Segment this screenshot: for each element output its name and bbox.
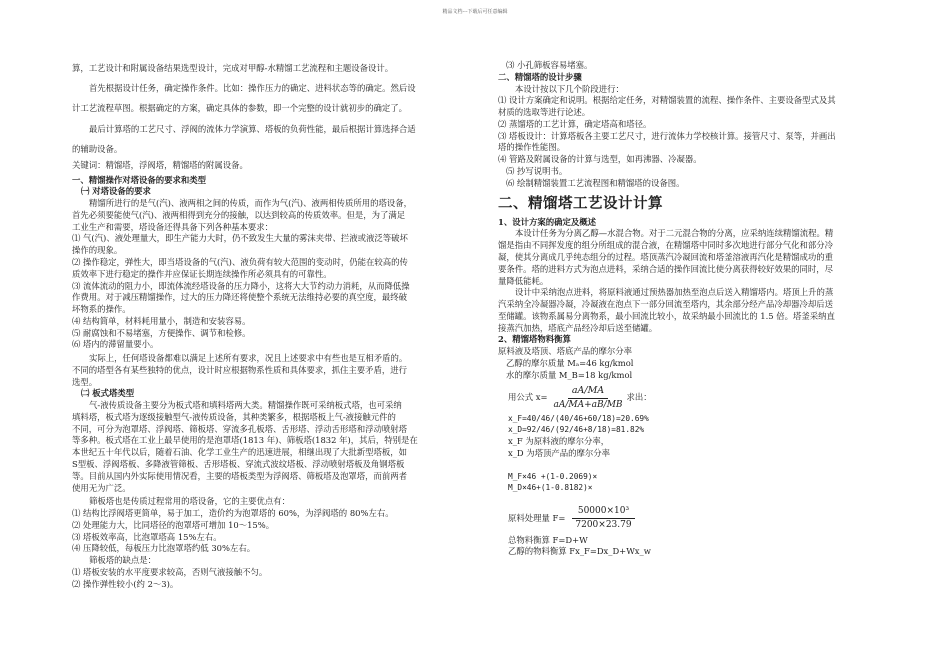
list-item: ⑹ 塔内的滞留量要小。 <box>72 339 159 350</box>
formula-numerator: aA/MA <box>568 384 608 398</box>
paragraph-line: S型板、浮阀塔板、多降液管筛板、舌形塔板、穿流式波纹塔板、浮动喷射塔板及角钢塔板 <box>72 459 405 469</box>
ethanol-balance: 乙醇的物料衡算 Fx_F=Dx_D+Wx_w <box>508 546 651 557</box>
list-item: ⑵ 操作稳定，弹性大，即当塔设备的气(汽)、液负荷有较大范围的变动时，仍能在较高的传 <box>72 256 408 267</box>
paragraph-line: 本设计任务为分离乙醇—水混合物。对于二元混合物的分离，应采纳连续精馏流程。精 <box>515 228 834 239</box>
paragraph-line: 精馏所进行的是气(汽)、液两相之间的传质，而作为气(汽)、液两相传质所用的塔设备， <box>89 198 412 209</box>
abstract-line: 的辅助设备。 <box>72 143 123 154</box>
paragraph-line: 至储罐。该物系属易分离物系，最小回流比较小，故采纳最小回流比的 1.5 倍。塔釜采纳直 <box>498 310 835 321</box>
list-item: ⑷ 结构简单，材料耗用量小，制造和安装容易。 <box>72 315 251 326</box>
paragraph-line: 实际上，任何塔设备都难以满足上述所有要求，况且上述要求中有些也是互相矛盾的。 <box>89 353 408 364</box>
mole-fraction-formula <box>508 384 898 411</box>
list-item: ⑵ 操作弹性较小(约 2～3)。 <box>72 578 179 589</box>
md-calc: M_D×46+(1-0.8182)× <box>508 482 593 492</box>
chapter-title: 二、精馏塔工艺设计计算 <box>498 195 663 213</box>
paragraph-line: 首先必须要能使气(汽)、液两相得到充分的接触，以达到较高的传质效率。但是，为了满足 <box>72 209 406 220</box>
paragraph-line: 筛板塔的缺点是： <box>89 555 156 566</box>
paragraph-line: 本世纪五十年代以后，随着石油、化学工业生产的迅速进展，相继出现了大批新型塔板，如 <box>72 447 407 458</box>
formula-denominator: aA/MA+aB/MB <box>553 399 623 410</box>
abstract-line: 最后计算塔的工艺尺寸、浮阀的流体力学演算、塔板的负荷性能，最后根据计算选择合适 <box>89 123 416 134</box>
list-item: 坏物系的操作。 <box>72 304 131 315</box>
xd-description: x_D 为塔顶产品的摩尔分率 <box>508 447 611 458</box>
xf-calc: x_F=40/46/(40/46+60/18)=20.69% <box>508 414 649 424</box>
xf-description: x_F 为原料液的摩尔分率， <box>508 436 610 447</box>
paragraph-line: 填料塔，板式塔为逐级接触型气-液传质设备，其种类繁多，根据塔板上气-液接触元件的 <box>72 411 396 422</box>
molar-mass-water: 水的摩尔质量 M_B=18 kg/kmol <box>506 369 633 380</box>
paragraph-line: 量降低能耗。 <box>498 275 549 286</box>
list-item: 材质的选取等进行论述。 <box>498 107 591 118</box>
section-title: 一、精馏操作对塔设备的要求和类型 <box>72 174 206 185</box>
section-title: 二、精馏塔的设计步骤 <box>498 71 582 82</box>
list-item: 塔的操作性能图。 <box>498 142 565 153</box>
subsection-title: ㈠ 对塔设备的要求 <box>81 186 151 197</box>
list-item: ⑴ 气(汽)、液处理量大，即生产能力大时，仍不致发生大量的雾沫夹带、拦液或液泛等破坏 <box>72 233 408 244</box>
paragraph-line: 工业生产和需要，塔设备还得具备下列各种基本要求： <box>72 221 273 232</box>
paragraph-line: 气-液传质设备主要分为板式塔和填料塔两大类。精馏操作既可采纳板式塔，也可采纳 <box>89 400 402 411</box>
formula-prefix: 用公式 x= <box>508 392 548 402</box>
feed-fraction <box>569 505 637 531</box>
list-item: ⑴ 结构比浮阀塔更简单，易于加工，造价约为泡罩塔的 60%，为浮阀塔的 80%左右。 <box>72 508 394 519</box>
list-item: ⑶ 流体流动的阻力小，即流体流经塔设备的压力降小，这将大大节约动力消耗，从而降低操 <box>72 280 410 291</box>
paragraph-line: 要条件。塔的进料方式为泡点进料，采纳合适的操作回流比使分离获得较好效果的同时，尽 <box>498 263 833 274</box>
right-column <box>498 60 898 558</box>
paragraph-line: 使用无为广泛。 <box>72 482 131 493</box>
section-title: 2、精馏塔物料衡算 <box>498 334 571 345</box>
feed-numerator: 50000×10³ <box>572 505 635 519</box>
list-item: ⑹ 绘制精馏装置工艺流程图和精馏塔的设备图。 <box>506 177 685 188</box>
list-item: ⑵ 蒸馏塔的工艺计算，确定塔高和塔径。 <box>498 118 652 129</box>
paragraph-line: 等多种。板式塔在工业上最早使用的是泡罩塔(1813 年)、筛板塔(1832 年)，其后，特别是在 <box>72 435 418 446</box>
paragraph-line: 汽采纳全冷凝器冷凝，冷凝液在泡点下一部分回流至塔内，其余部分经产品冷却器冷却后送 <box>498 299 833 310</box>
requirements-list <box>72 233 472 351</box>
mf-calc: M_F×46 +(1-0.2069)× <box>508 471 598 481</box>
list-item: 质效率下进行稳定的操作并应保证长期连续操作所必须具有的可靠性。 <box>72 268 332 279</box>
feed-rate-formula <box>508 505 898 531</box>
total-balance: 总物料衡算 F=D+W <box>508 534 588 545</box>
abstract <box>72 58 472 159</box>
list-item: ⑵ 处理能力大，比同塔径的泡罩塔可增加 10～15%。 <box>72 519 275 530</box>
paragraph-line: 选型。 <box>72 376 98 387</box>
paragraph-line: 本设计按以下几个阶段进行： <box>515 83 624 94</box>
left-column <box>72 58 472 590</box>
list-item: ⑷ 压降较低，每板压力比泡罩塔约低 30%左右。 <box>72 543 256 554</box>
keywords: 关键词：精馏塔，浮阀塔，精馏塔的附属设备。 <box>72 159 248 170</box>
paragraph-line: 筛板塔也是传质过程常用的塔设备，它的主要优点有： <box>89 496 290 507</box>
paragraph-line: 原料液及塔顶、塔底产品的摩尔分率 <box>498 346 632 357</box>
list-item: ⑶ 塔板效率高，比泡罩塔高 15%左右。 <box>72 531 222 542</box>
abstract-line: 计工艺流程草图。根据确定的方案，确定具体的参数，即一个完整的设计就初步的确定了。 <box>72 103 407 114</box>
feed-denominator: 7200×23.79 <box>575 520 632 531</box>
abstract-line: 算，工艺设计和附属设备结果选型设计，完成对甲醇-水精馏工艺流程和主题设备设计。 <box>72 63 394 73</box>
list-item: ⑴ 设计方案确定和说明。根据给定任务，对精馏装置的流程、操作条件、主要设备型式及其 <box>498 95 836 106</box>
section-title: 1、设计方案的确定及概述 <box>498 216 596 227</box>
list-item: 作费用。对于减压精馏操作，过大的压力降还将使整个系统无法维持必要的真空度，最终破 <box>72 292 407 303</box>
list-item: ⑸ 耐腐蚀和不易堵塞，方便操作、调节和检修。 <box>72 327 251 338</box>
page-header: 精品文档---下载后可任意编辑 <box>442 9 508 15</box>
list-item: ⑶ 塔板设计：计算塔板各主要工艺尺寸，进行流体力学校核计算。接管尺寸、泵等，并画出 <box>498 130 836 141</box>
paragraph-line: 接蒸汽加热，塔底产品经冷却后送至储罐。 <box>498 322 658 333</box>
list-item: ⑶ 小孔筛板容易堵塞。 <box>506 60 593 70</box>
list-item: 操作的现象。 <box>72 245 123 256</box>
xd-calc: x_D=92/46/(92/46+8/18)=81.82% <box>508 425 645 435</box>
paragraph-line: 不同的塔型各有某些独特的优点，设计时应根据物系性质和具体要求，抓住主要矛盾，进行 <box>72 364 407 375</box>
subsection-title: ㈡ 板式塔类型 <box>81 388 135 399</box>
paragraph-line: 馏是指由不同挥发度的组分所组成的混合液，在精馏塔中同时多次地进行部分气化和部分冷 <box>498 240 833 251</box>
formula-fraction <box>550 384 627 411</box>
paragraph-line: 凝，使其分离成几乎纯态组分的过程。塔顶蒸汽冷凝回流和塔釜溶液再汽化是精馏成功的重 <box>498 252 833 263</box>
list-item: ⑴ 塔板安装的水平度要求较高，否则气液接触不匀。 <box>72 566 268 577</box>
paragraph-line: 设计中采纳泡点进料，将原料液通过预热器加热至泡点后送入精馏塔内。塔顶上升的蒸 <box>515 287 834 298</box>
paragraph-line: 等。目前从国内外实际使用情况看，主要的塔板类型为浮阀塔、筛板塔及泡罩塔，而前两者 <box>72 470 407 481</box>
abstract-line: 首先根据设计任务，确定操作条件。比如：操作压力的确定、进料状态等的确定。然后设 <box>89 83 416 94</box>
molar-mass-ethanol: 乙醇的摩尔质量 Mₐ=46 kg/kmol <box>506 357 634 368</box>
list-item: ⑷ 管路及附属设备的计算与选型，如再沸器、冷凝器。 <box>498 154 702 165</box>
paragraph-line: 不同，可分为泡罩塔、浮阀塔、筛板塔、穿流多孔板塔、舌形塔、浮动舌形塔和浮动喷射塔 <box>72 423 407 434</box>
list-item: ⑸ 抄写说明书。 <box>506 165 568 176</box>
feed-label: 原料处理量 F= <box>508 512 566 523</box>
formula-suffix: 求出： <box>626 392 652 402</box>
